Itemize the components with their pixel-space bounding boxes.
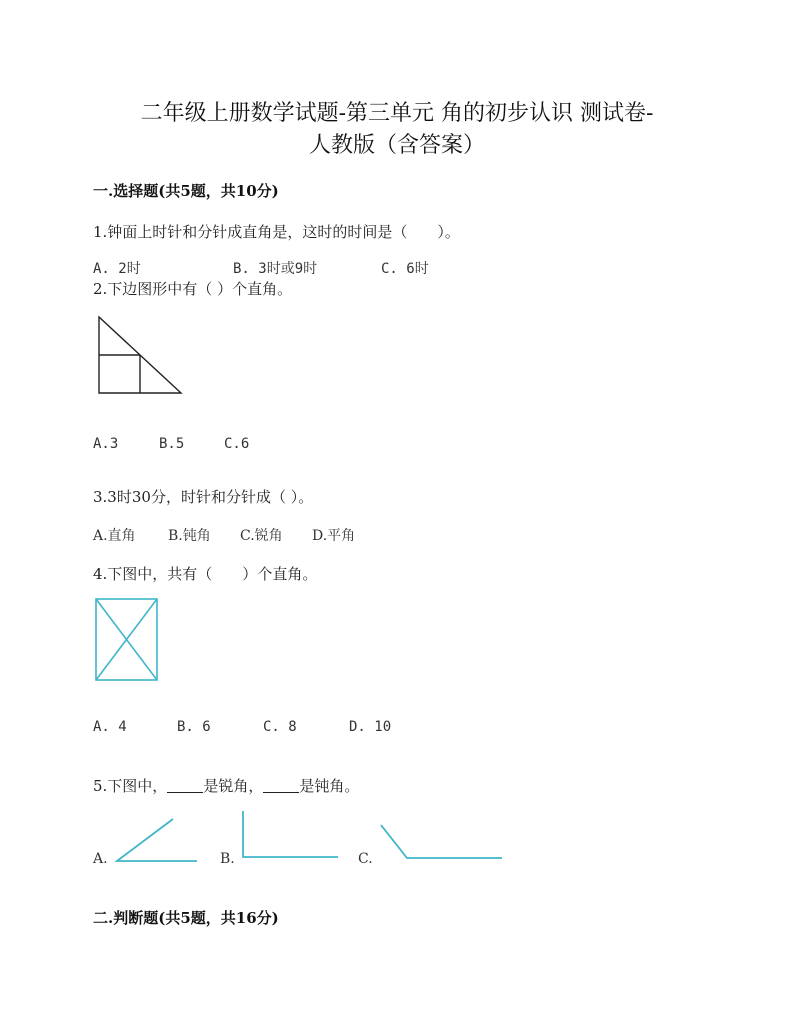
question-4-option-a: A. 4	[93, 719, 127, 735]
acute-angle-figure	[117, 819, 197, 861]
question-2-text: 2.下边图形中有（ ）个直角。	[93, 280, 293, 298]
question-5-label-a: A.	[93, 851, 108, 867]
section-1-heading: 一.选择题(共5题，共10分)	[93, 182, 279, 200]
question-3-option-a: A.直角	[93, 528, 136, 544]
question-3-text: 3.3时30分，时针和分针成（ ）。	[93, 488, 314, 506]
question-5-label-b: B.	[220, 851, 235, 867]
question-5-text-b: 是锐角，	[203, 777, 264, 795]
question-3-option-b: B.钝角	[168, 528, 211, 544]
question-5-text-c: 是钝角。	[299, 777, 360, 795]
question-2-option-a: A.3	[93, 436, 119, 452]
question-5-text-a: 5.下图中，	[93, 777, 168, 795]
question-2-option-b: B.5	[159, 436, 185, 452]
right-angle-figure	[243, 811, 338, 857]
question-1-option-c: C. 6时	[381, 261, 429, 277]
question-1-text: 1.钟面上时针和分针成直角是，这时的时间是（ ）。	[93, 223, 460, 241]
page-title-line-1: 二年级上册数学试题-第三单元 角的初步认识 测试卷-	[140, 101, 654, 126]
question-3-option-c: C.锐角	[240, 528, 283, 544]
question-4-option-c: C. 8	[263, 719, 297, 735]
question-1-option-b: B. 3时或9时	[233, 261, 318, 277]
question-3-option-d: D.平角	[312, 528, 356, 544]
question-5-label-c: C.	[358, 851, 373, 867]
question-2-option-c: C.6	[224, 436, 250, 452]
section-2-heading: 二.判断题(共5题，共16分)	[93, 909, 279, 927]
question-4-option-d: D. 10	[349, 719, 392, 735]
obtuse-angle-figure	[381, 825, 502, 858]
question-4-option-b: B. 6	[177, 719, 211, 735]
page-title-line-2: 人教版（含答案）	[308, 133, 485, 158]
question-1-option-a: A. 2时	[93, 261, 141, 277]
question-4-text: 4.下图中，共有（ ）个直角。	[93, 565, 318, 583]
